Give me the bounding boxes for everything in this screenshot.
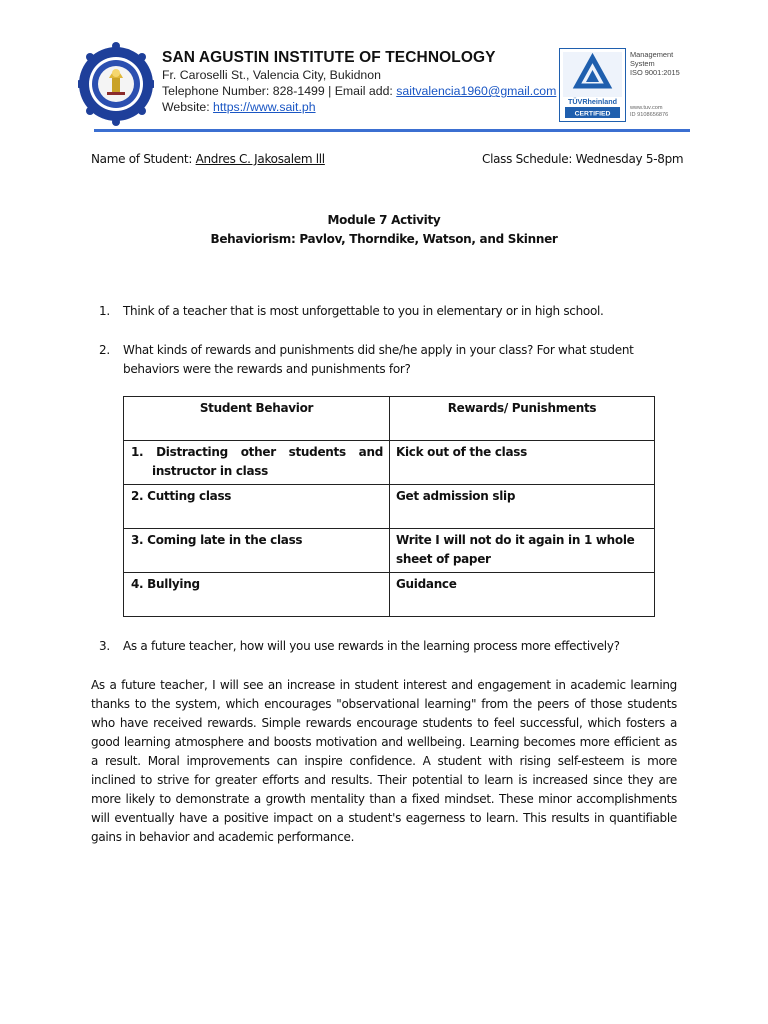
question-2	[99, 341, 679, 379]
behavior-cell: 4. Bullying	[124, 573, 390, 617]
module-title: Module 7 Activity	[327, 213, 441, 227]
response-cell: Kick out of the class	[390, 441, 655, 485]
tuv-brand-text: TÜVRheinland	[567, 97, 618, 106]
question-1	[99, 302, 679, 321]
institution-address: Fr. Caroselli St., Valencia City, Bukidnon	[162, 68, 381, 82]
email-link[interactable]: saitvalencia1960@gmail.com	[396, 84, 557, 98]
activity-title	[0, 211, 768, 249]
question-number: 3.	[99, 639, 110, 653]
table-row	[124, 485, 655, 529]
website-label: Website:	[162, 100, 214, 114]
institution-name: SAN AGUSTIN INSTITUTE OF TECHNOLOGY	[162, 49, 496, 66]
cert-id: ID 9108656876	[630, 111, 669, 118]
header-divider	[94, 129, 690, 132]
question-text: As a future teacher, how will you use rewards in the learning process more effectively?	[123, 639, 620, 653]
letterhead	[78, 42, 692, 134]
question-number: 2.	[99, 343, 110, 357]
management-system-info	[630, 50, 696, 119]
institution-block	[162, 49, 562, 115]
behavior-cell: 2. Cutting class	[124, 485, 390, 529]
student-name-label: Name of Student:	[91, 152, 196, 166]
student-name-value: Andres C. Jakosalem lll	[195, 152, 325, 166]
question-text: Think of a teacher that is most unforgettable to you in elementary or in high school.	[123, 304, 604, 318]
column-header: Student Behavior	[124, 397, 390, 441]
question-3	[99, 637, 679, 656]
column-header: Rewards/ Punishments	[390, 397, 655, 441]
cert-url: www.tuv.com	[630, 104, 663, 111]
answer-paragraph: As a future teacher, I will see an increase in student interest and engagement in academic learning thanks to the system, which encourages "observational learning" from the peers of those students who have received rewards. Simple rewards encourage students to feel successful, which fosters a good learning atmosphere and boosts motivation and wellbeing. Learning becomes more efficient as a result. Moral improvements can inspire confidence. A student with rising self-esteem is more inclined to strive for greater efforts and results. Their potential to learn is increased since they are more likely to demonstrate a growth mentality than a fixed mindset. These minor accomplishments will eventually have a positive impact on a student's eagerness to learn. This results in quantifiable gains in behavior and academic performance.	[91, 678, 677, 844]
behavior-table	[123, 396, 655, 617]
tuv-certified-text: CERTIFIED	[574, 110, 611, 118]
question-number: 1.	[99, 304, 110, 318]
website-link[interactable]: https://www.sait.ph	[213, 100, 316, 114]
table-header-row	[124, 397, 655, 441]
response-cell: Write I will not do it again in 1 whole sheet of paper	[390, 529, 655, 573]
tuv-certification-logo	[559, 48, 626, 122]
cert-line: Management	[630, 50, 674, 59]
module-subtitle: Behaviorism: Pavlov, Thorndike, Watson, and Skinner	[210, 232, 558, 246]
institution-contact	[162, 83, 562, 99]
school-seal-logo	[78, 42, 154, 126]
institution-website	[162, 99, 562, 115]
table-row	[124, 529, 655, 573]
cert-line: System	[630, 59, 655, 69]
behavior-cell: 3. Coming late in the class	[124, 529, 390, 573]
telephone-text: Telephone Number: 828-1499 | Email add:	[162, 84, 397, 98]
behavior-cell: 1. Distracting other students and instructor in class	[124, 441, 390, 485]
question-text: What kinds of rewards and punishments did she/he apply in your class? For what student behaviors were the rewards and punishments for?	[123, 343, 634, 376]
table-row	[124, 441, 655, 485]
response-cell: Get admission slip	[390, 485, 655, 529]
student-name-line	[91, 152, 325, 166]
table-row	[124, 573, 655, 617]
cert-line: ISO 9001:2015	[630, 68, 680, 78]
response-cell: Guidance	[390, 573, 655, 617]
class-schedule: Class Schedule: Wednesday 5-8pm	[482, 152, 684, 166]
